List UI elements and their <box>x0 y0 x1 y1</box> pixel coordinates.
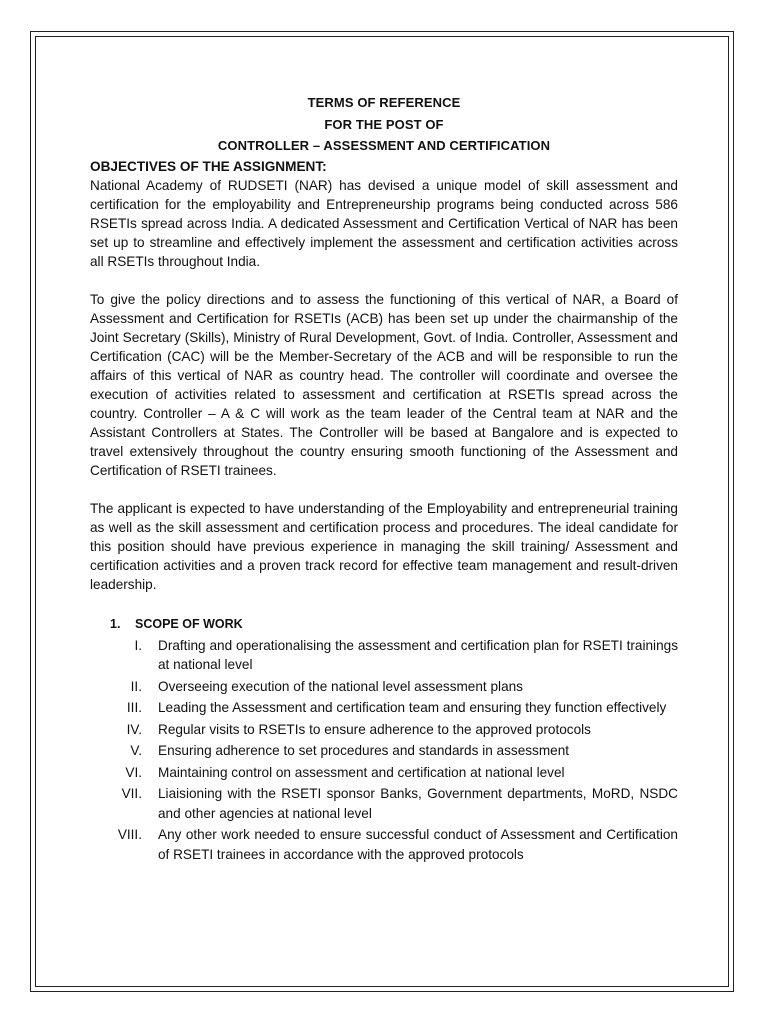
list-item-text: Regular visits to RSETIs to ensure adherence to the approved protocols <box>158 721 591 737</box>
objectives-heading: OBJECTIVES OF THE ASSIGNMENT: <box>90 158 327 174</box>
list-numeral: II. <box>130 678 142 694</box>
title-line-3: CONTROLLER – ASSESSMENT AND CERTIFICATION <box>217 138 551 153</box>
scope-heading <box>110 614 678 634</box>
list-numeral: VII. <box>121 786 142 801</box>
list-item <box>90 763 678 783</box>
list-numeral: V. <box>130 743 142 758</box>
scope-list <box>90 636 678 865</box>
paragraph-applicant: The applicant is expected to have understanding of the Employability and entrepreneurial training as well as the skill assessment and certification process and procedures. The ideal candidate for this position should have previous experience in managing the skill training/ Assessment and certification activities and a proven track record for effective team management and result-driven leadership. <box>90 500 678 592</box>
list-item <box>90 784 678 823</box>
list-item <box>90 825 678 864</box>
list-numeral: I. <box>134 637 142 653</box>
list-numeral: VI. <box>125 764 142 780</box>
list-item <box>90 636 678 675</box>
list-item-text: Any other work needed to ensure successful conduct of Assessment and Certification of RSETI trainees in accordance with the approved protocols <box>158 827 678 862</box>
title-line-1: TERMS OF REFERENCE <box>307 95 461 110</box>
list-item-text: Ensuring adherence to set procedures and standards in assessment <box>158 743 570 758</box>
list-item <box>90 741 678 761</box>
list-item <box>90 677 678 697</box>
list-item-text: Overseeing execution of the national level assessment plans <box>158 678 523 694</box>
list-item-text: Maintaining control on assessment and certification at national level <box>158 764 565 780</box>
scope-title: SCOPE OF WORK <box>135 616 243 631</box>
title-line-2: FOR THE POST OF <box>324 116 444 132</box>
list-item-text: Liaisioning with the RSETI sponsor Banks, Government departments, MoRD, NSDC and other agencies at national level <box>158 786 678 821</box>
list-item-text: Drafting and operationalising the assessment and certification plan for RSETI trainings at national level <box>158 637 678 672</box>
list-numeral: VIII. <box>117 827 142 842</box>
list-numeral: IV. <box>126 721 142 737</box>
document-body <box>90 92 678 866</box>
list-numeral: III. <box>126 700 142 715</box>
paragraph-policy: To give the policy directions and to assess the functioning of this vertical of NAR, a Board of Assessment and Certification for RSETIs (ACB) has been set up under the chairmanship of the Joint Secretary (Skills), Ministry of Rural Development, Govt. of India. Controller, Assessment and Certification (CAC) will be the Member-Secretary of the ACB and will be responsible to run the affairs of this vertical of NAR as country head. The controller will coordinate and oversee the execution of activities related to assessment and certification at RSETIs spread across the country. Controller – A & C will work as the team leader of the Central team at NAR and the Assistant Controllers at States. The Controller will be based at Bangalore and is expected to travel extensively throughout the country ensuring smooth functioning of the Assessment and Certification of RSETI trainees. <box>90 291 678 478</box>
paragraph-intro: National Academy of RUDSETI (NAR) has devised a unique model of skill assessment and certification for the employability and Entrepreneurship programs being conducted across 586 RSETIs spread across India. A dedicated Assessment and Certification Vertical of NAR has been set up to streamline and effectively implement the assessment and certification activities across all RSETIs throughout India. <box>90 177 678 269</box>
list-item <box>90 720 678 740</box>
list-item <box>90 698 678 718</box>
scope-number: 1. <box>110 616 121 631</box>
list-item-text: Leading the Assessment and certification team and ensuring they function effectively <box>158 700 667 715</box>
